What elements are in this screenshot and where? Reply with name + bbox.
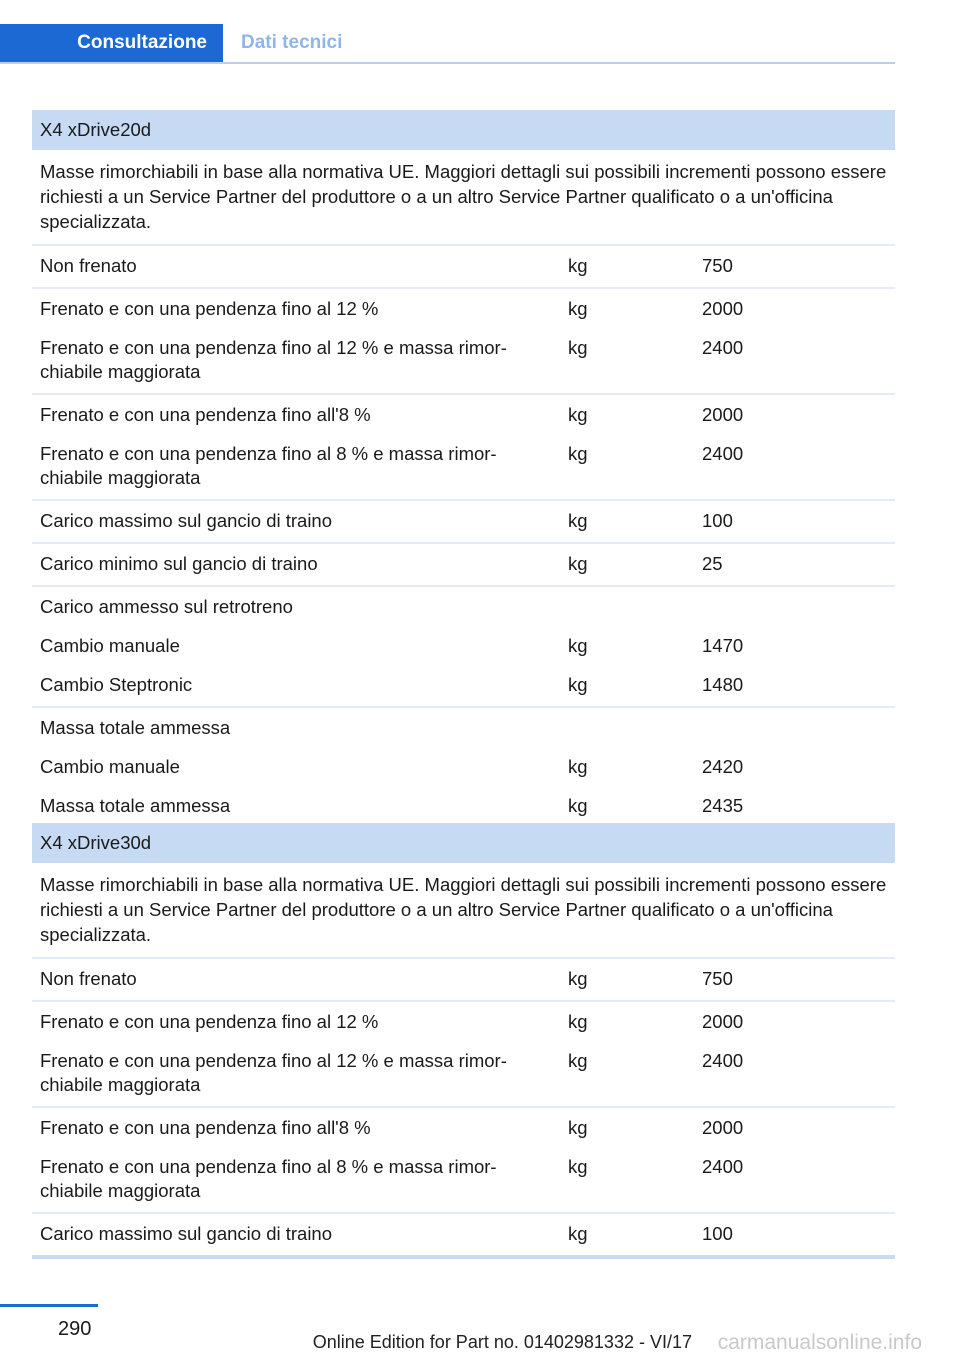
row-label: Frenato e con una pendenza fino al 8 % e massa rimor‐ chiabile maggiorata — [40, 1156, 497, 1201]
table-row — [32, 297, 895, 321]
row-label: Non frenato — [40, 968, 137, 989]
row-unit: kg — [568, 1117, 588, 1138]
row-value: 2000 — [702, 404, 744, 425]
row-group — [32, 959, 895, 1002]
row-value: 2000 — [702, 298, 744, 319]
row-group — [32, 587, 895, 708]
table-title: X4 xDrive20d — [32, 110, 895, 150]
table-row — [32, 336, 895, 384]
tab-dati-tecnici[interactable]: Dati tecnici — [241, 32, 343, 53]
table-row — [32, 634, 895, 658]
table-row — [32, 1222, 895, 1246]
tab-consultazione[interactable]: Consultazione — [0, 24, 223, 62]
row-unit: kg — [568, 510, 588, 531]
table-description: Masse rimorchiabili in base alla normativa UE. Maggiori dettagli sui possibili incrementi possono essere richiesti a un Service Partner del produttore o a un altro Service Partner qualificato o a un'officina specializzata. — [32, 863, 895, 959]
row-unit: kg — [568, 1050, 588, 1071]
row-unit: kg — [568, 553, 588, 574]
row-value: 25 — [702, 553, 723, 574]
row-group — [32, 1002, 895, 1108]
table-row — [32, 716, 895, 740]
row-label: Massa totale ammessa — [40, 795, 231, 816]
row-unit: kg — [568, 298, 588, 319]
row-unit: kg — [568, 1156, 588, 1177]
row-group — [32, 246, 895, 289]
row-unit: kg — [568, 404, 588, 425]
row-value: 100 — [702, 1223, 733, 1244]
row-value: 750 — [702, 968, 733, 989]
row-value — [696, 595, 702, 619]
row-unit: kg — [568, 795, 588, 816]
page-number: 290 — [58, 1318, 92, 1340]
row-value: 100 — [702, 510, 733, 531]
spec-table — [32, 110, 895, 831]
table-row — [32, 794, 895, 818]
row-value — [696, 716, 702, 740]
table-row — [32, 1010, 895, 1034]
row-label: Cambio manuale — [40, 756, 180, 777]
row-label: Frenato e con una pendenza fino al 12 % — [40, 298, 379, 319]
spec-table — [32, 823, 895, 1259]
row-unit — [560, 595, 696, 619]
table-row — [32, 1116, 895, 1140]
row-value: 2400 — [702, 1156, 744, 1177]
row-group — [32, 708, 895, 831]
row-group — [32, 289, 895, 395]
row-label: Cambio Steptronic — [40, 674, 193, 695]
row-value: 2420 — [702, 756, 744, 777]
table-row — [32, 403, 895, 427]
row-label: Massa totale ammessa — [40, 717, 231, 738]
row-value: 1480 — [702, 674, 744, 695]
footer-divider — [0, 1304, 98, 1307]
row-value: 2435 — [702, 795, 744, 816]
row-label: Carico minimo sul gancio di traino — [40, 553, 318, 574]
row-value: 2400 — [702, 443, 744, 464]
row-label: Frenato e con una pendenza fino al 8 % e massa rimor‐ chiabile maggiorata — [40, 443, 497, 488]
row-unit: kg — [568, 635, 588, 656]
table-row — [32, 1155, 895, 1203]
table-title: X4 xDrive30d — [32, 823, 895, 863]
watermark: carmanualsonline.info — [717, 1331, 922, 1354]
row-label: Carico massimo sul gancio di traino — [40, 510, 333, 531]
row-unit: kg — [568, 1223, 588, 1244]
row-label: Non frenato — [40, 255, 137, 276]
table-row — [32, 1049, 895, 1097]
table-row — [32, 254, 895, 278]
row-value: 2400 — [702, 1050, 744, 1071]
row-group — [32, 1214, 895, 1259]
row-unit: kg — [568, 674, 588, 695]
row-unit: kg — [568, 756, 588, 777]
row-label: Frenato e con una pendenza fino al 12 % e massa rimor‐ chiabile maggiorata — [40, 337, 507, 382]
row-group — [32, 1108, 895, 1214]
page-header — [0, 24, 895, 64]
row-label: Carico ammesso sul retrotreno — [40, 596, 293, 617]
table-row — [32, 442, 895, 490]
row-label: Frenato e con una pendenza fino al 12 % e massa rimor‐ chiabile maggiorata — [40, 1050, 507, 1095]
row-value: 2400 — [702, 337, 744, 358]
row-value: 750 — [702, 255, 733, 276]
table-row — [32, 552, 895, 576]
table-row — [32, 509, 895, 533]
table-description: Masse rimorchiabili in base alla normativa UE. Maggiori dettagli sui possibili incrementi possono essere richiesti a un Service Partner del produttore o a un altro Service Partner qualificato o a un'officina specializzata. — [32, 150, 895, 246]
row-unit: kg — [568, 1011, 588, 1032]
row-value: 2000 — [702, 1117, 744, 1138]
row-label: Frenato e con una pendenza fino al 12 % — [40, 1011, 379, 1032]
table-row — [32, 967, 895, 991]
row-group — [32, 395, 895, 501]
row-unit: kg — [568, 337, 588, 358]
row-group — [32, 544, 895, 587]
table-row — [32, 673, 895, 697]
row-label: Carico massimo sul gancio di traino — [40, 1223, 333, 1244]
edition-note: Online Edition for Part no. 01402981332 - VI/17 — [312, 1332, 692, 1352]
row-label: Frenato e con una pendenza fino all'8 % — [40, 404, 371, 425]
row-group — [32, 501, 895, 544]
table-row — [32, 595, 895, 619]
row-value: 2000 — [702, 1011, 744, 1032]
table-row — [32, 755, 895, 779]
row-unit: kg — [568, 443, 588, 464]
row-label: Frenato e con una pendenza fino all'8 % — [40, 1117, 371, 1138]
row-unit: kg — [568, 968, 588, 989]
row-value: 1470 — [702, 635, 744, 656]
row-unit: kg — [568, 255, 588, 276]
row-label: Cambio manuale — [40, 635, 180, 656]
row-unit — [560, 716, 696, 740]
